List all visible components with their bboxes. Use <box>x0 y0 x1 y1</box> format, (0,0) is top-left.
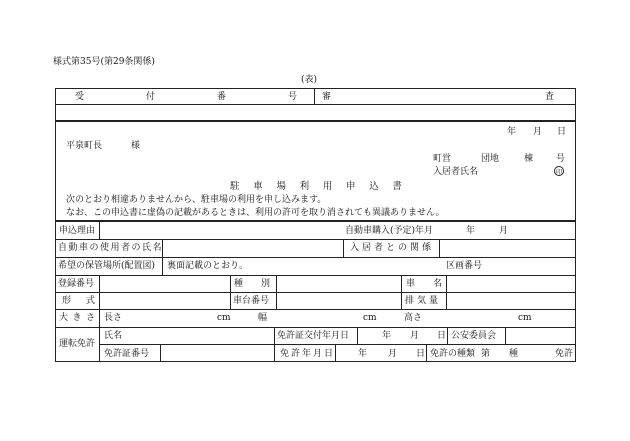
size-label: 大 き さ <box>59 313 95 323</box>
body-line-2: なお、この申込書に虚偽の記載があるときは、利用の許可を取り消されても異議ありません。 <box>66 208 445 218</box>
license-label: 運 転 免 許 <box>59 339 96 349</box>
height-unit: cm <box>518 313 532 323</box>
storage-label: 希望の保管場所(配置図) <box>58 261 156 271</box>
form-number: 様式第35号(第29条関係) <box>53 57 155 67</box>
addressee: 平泉町長 <box>66 141 103 151</box>
issue-day: 日 <box>437 331 447 341</box>
license-day: 日 <box>416 349 426 359</box>
purchase-year: 年 <box>466 226 476 236</box>
issue-year: 年 <box>382 331 392 341</box>
height-label: 高さ <box>404 313 423 323</box>
page-side-label: (表) <box>301 75 318 85</box>
commission-label: 公安委員会 <box>451 331 497 341</box>
date-year: 年 <box>507 127 517 137</box>
form-title: 駐 車 場 利 用 申 込 書 <box>230 181 402 192</box>
resident-name-label: 入居者氏名 <box>433 167 479 177</box>
license-year: 年 <box>358 349 368 359</box>
displacement-label: 排気量 <box>405 296 442 306</box>
purchase-label: 自動車購入(予定)年月 <box>345 226 434 236</box>
license-number-label: 免許証番号 <box>104 349 150 359</box>
length-unit: cm <box>217 313 231 323</box>
application-body <box>55 121 576 221</box>
address-danchi: 団地 <box>481 154 500 164</box>
license-kind-shu: 種 <box>509 349 519 359</box>
date-day: 日 <box>557 127 567 137</box>
purchase-month: 月 <box>499 226 509 236</box>
chassis-label: 車台番号 <box>233 296 270 306</box>
date-month: 月 <box>533 127 543 137</box>
body-line-1: 次のとおり相違ありませんから、駐車場の利用を申し込みます。 <box>66 195 327 205</box>
issue-month: 月 <box>410 331 420 341</box>
license-suffix: 免許 <box>555 349 574 359</box>
reason-label: 申込理由 <box>59 226 96 236</box>
license-kind-label: 免許の種類 <box>430 349 476 359</box>
license-kind-dai: 第 <box>481 349 491 359</box>
address-building: 棟 <box>524 154 534 164</box>
width-label: 幅 <box>258 313 268 323</box>
issue-date-label: 免許証交付年月日 <box>277 331 350 341</box>
block-number-label: 区画番号 <box>446 261 483 271</box>
relation-label: 入居者との関係 <box>350 243 435 253</box>
address-town: 町営 <box>433 154 452 164</box>
storage-value: 裏面記載のとおり。 <box>167 261 249 271</box>
review-label: 審 査 <box>322 92 554 102</box>
address-room: 号 <box>556 154 566 164</box>
vehicle-type-label: 種 別 <box>234 279 270 289</box>
seal-mark: 印 <box>554 166 564 176</box>
addressee-honorific: 様 <box>131 141 141 151</box>
car-name-label: 車 名 <box>406 279 442 289</box>
license-month: 月 <box>388 349 398 359</box>
license-name-label: 氏名 <box>104 331 123 341</box>
user-name-label: 自動車の使用者の氏名 <box>58 243 164 253</box>
model-label: 形 式 <box>62 296 95 306</box>
reception-number-label: 受 付 番 号 <box>75 92 297 102</box>
length-label: 長さ <box>104 313 123 323</box>
license-date-label: 免許年月日 <box>280 349 336 359</box>
width-unit: cm <box>363 313 377 323</box>
registration-label: 登録番号 <box>58 279 95 289</box>
